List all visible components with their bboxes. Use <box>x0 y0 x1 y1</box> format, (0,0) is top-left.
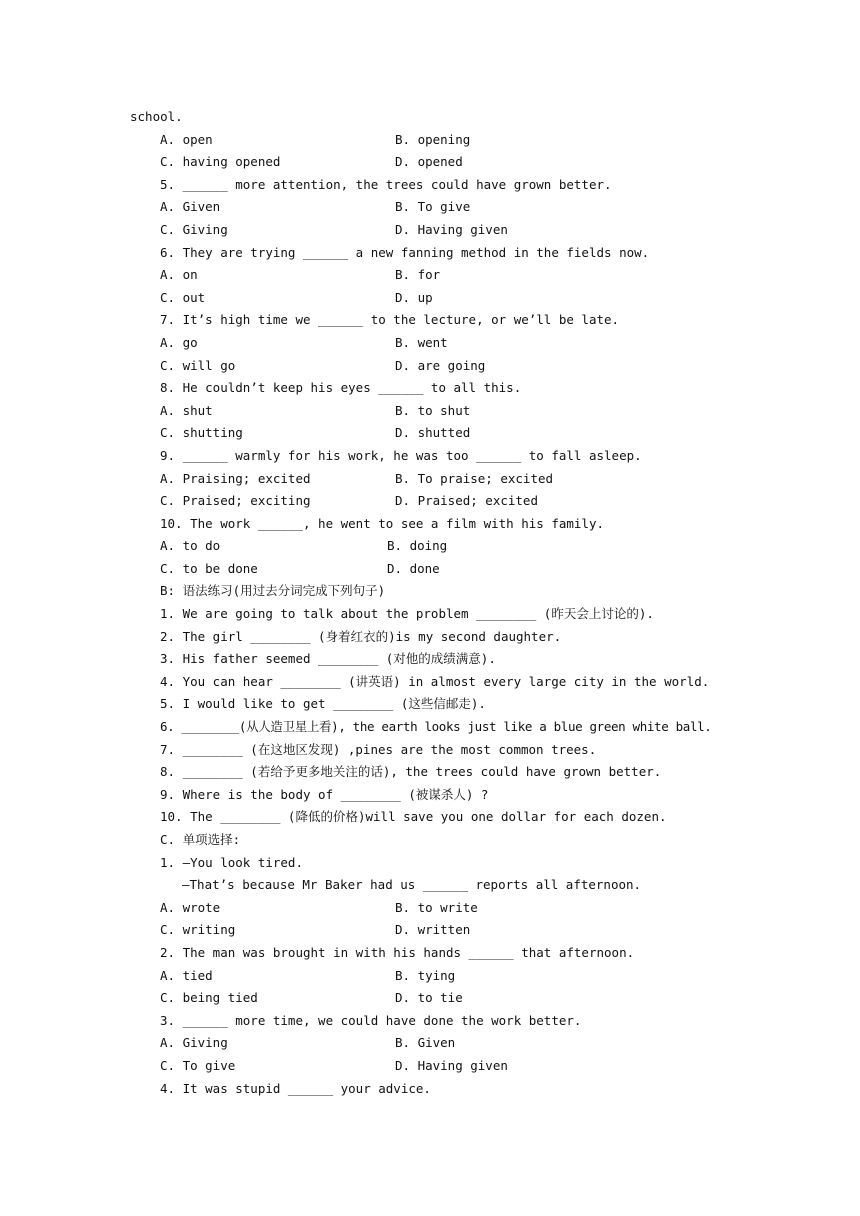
answer-options-row <box>0 355 860 378</box>
question-line: 5. I would like to get ________ (这些信邮走). <box>160 696 486 712</box>
answer-options-row <box>0 468 860 491</box>
option-left: A. Given <box>160 199 221 215</box>
option-right: B. To give <box>395 199 471 215</box>
answer-options-row <box>0 264 860 287</box>
question-line: school. <box>130 109 183 124</box>
option-left: A. Giving <box>160 1035 228 1051</box>
question-line: 4. You can hear ________ (讲英语) in almost every large city in the world. <box>160 673 710 689</box>
option-right: D. are going <box>395 357 486 373</box>
question-line: 10. The ________ (降低的价格)will save you one dollar for each dozen. <box>160 809 667 825</box>
option-left: A. Praising; excited <box>160 470 311 486</box>
option-right: D. done <box>387 560 440 576</box>
option-right: B. Given <box>395 1035 456 1051</box>
answer-options-row <box>0 987 860 1010</box>
question-line: 5. ______ more attention, the trees could have grown better. <box>160 176 612 192</box>
option-right: D. Having given <box>395 221 508 237</box>
question-line: 2. The girl ________ (身着红衣的)is my second daughter. <box>160 628 562 644</box>
option-left: A. shut <box>160 402 213 418</box>
option-left: A. open <box>160 131 213 147</box>
question-line: 7. ________ (在这地区发现) ,pines are the most common trees. <box>160 741 597 757</box>
option-right: D. Praised; excited <box>395 493 538 509</box>
question-line: 8. He couldn’t keep his eyes ______ to all this. <box>160 380 522 396</box>
option-right: B. doing <box>387 538 448 554</box>
option-left: C. To give <box>160 1057 236 1073</box>
option-right: D. Having given <box>395 1057 508 1073</box>
question-line: 3. ______ more time, we could have done the work better. <box>160 1012 582 1028</box>
option-right: B. went <box>395 334 448 350</box>
option-left: A. on <box>160 267 198 283</box>
option-left: C. writing <box>160 922 236 938</box>
option-left: C. Giving <box>160 221 228 237</box>
option-left: C. to be done <box>160 560 258 576</box>
question-line: 1. —You look tired. <box>160 854 303 870</box>
answer-options-row <box>0 965 860 988</box>
option-right: D. written <box>395 922 471 938</box>
answer-options-row <box>0 219 860 242</box>
answer-options-row <box>0 535 860 558</box>
option-right: B. to write <box>395 899 478 915</box>
option-right: B. tying <box>395 967 456 983</box>
question-line: 3. His father seemed ________ (对他的成绩满意). <box>160 651 496 667</box>
option-right: B. opening <box>395 131 471 147</box>
answer-options-row <box>0 400 860 423</box>
option-left: A. to do <box>160 538 221 554</box>
question-line: 7. It’s high time we ______ to the lecture, or we’ll be late. <box>160 312 620 328</box>
question-line: 8. ________ (若给予更多地关注的话), the trees could have grown better. <box>160 764 662 780</box>
question-line: 2. The man was brought in with his hands ______ that afternoon. <box>160 944 635 960</box>
answer-options-row <box>0 490 860 513</box>
option-left: A. go <box>160 334 198 350</box>
question-line: C. 单项选择: <box>160 832 241 847</box>
option-left: C. Praised; exciting <box>160 493 311 509</box>
option-left: C. being tied <box>160 990 258 1006</box>
question-line: 9. Where is the body of ________ (被谋杀人) ? <box>160 786 489 802</box>
answer-options-row <box>0 558 860 581</box>
option-left: C. shutting <box>160 425 243 441</box>
option-right: B. to shut <box>395 402 471 418</box>
option-left: A. wrote <box>160 899 221 915</box>
answer-options-row <box>0 422 860 445</box>
question-line: B: 语法练习(用过去分词完成下列句子) <box>160 583 386 599</box>
question-line: 9. ______ warmly for his work, he was too ______ to fall asleep. <box>160 447 642 463</box>
option-right: D. opened <box>395 154 463 170</box>
option-right: D. to tie <box>395 990 463 1006</box>
answer-options-row <box>0 332 860 355</box>
answer-options-row <box>0 897 860 920</box>
option-left: C. out <box>160 289 206 305</box>
option-left: A. tied <box>160 967 213 983</box>
option-left: C. having opened <box>160 154 281 170</box>
question-line: 4. It was stupid ______ your advice. <box>160 1080 431 1096</box>
option-right: B. for <box>395 267 441 283</box>
answer-options-row <box>0 287 860 310</box>
answer-options-row <box>0 196 860 219</box>
answer-options-row <box>0 1055 860 1078</box>
exercise-content <box>0 106 860 1100</box>
question-line: —That’s because Mr Baker had us ______ reports all afternoon. <box>182 877 642 893</box>
option-right: D. up <box>395 289 433 305</box>
answer-options-row <box>0 1032 860 1055</box>
question-line: 6. ________(从人造卫星上看), the earth looks just like a blue green white ball. <box>160 719 712 735</box>
question-line: 1. We are going to talk about the problem ________ (昨天会上讨论的). <box>160 606 654 622</box>
answer-options-row <box>0 919 860 942</box>
answer-options-row <box>0 129 860 152</box>
answer-options-row <box>0 151 860 174</box>
question-line: 10. The work ______, he went to see a film with his family. <box>160 515 605 531</box>
option-right: D. shutted <box>395 425 471 441</box>
option-right: B. To praise; excited <box>395 470 554 486</box>
question-line: 6. They are trying ______ a new fanning method in the fields now. <box>160 244 650 260</box>
option-left: C. will go <box>160 357 236 373</box>
